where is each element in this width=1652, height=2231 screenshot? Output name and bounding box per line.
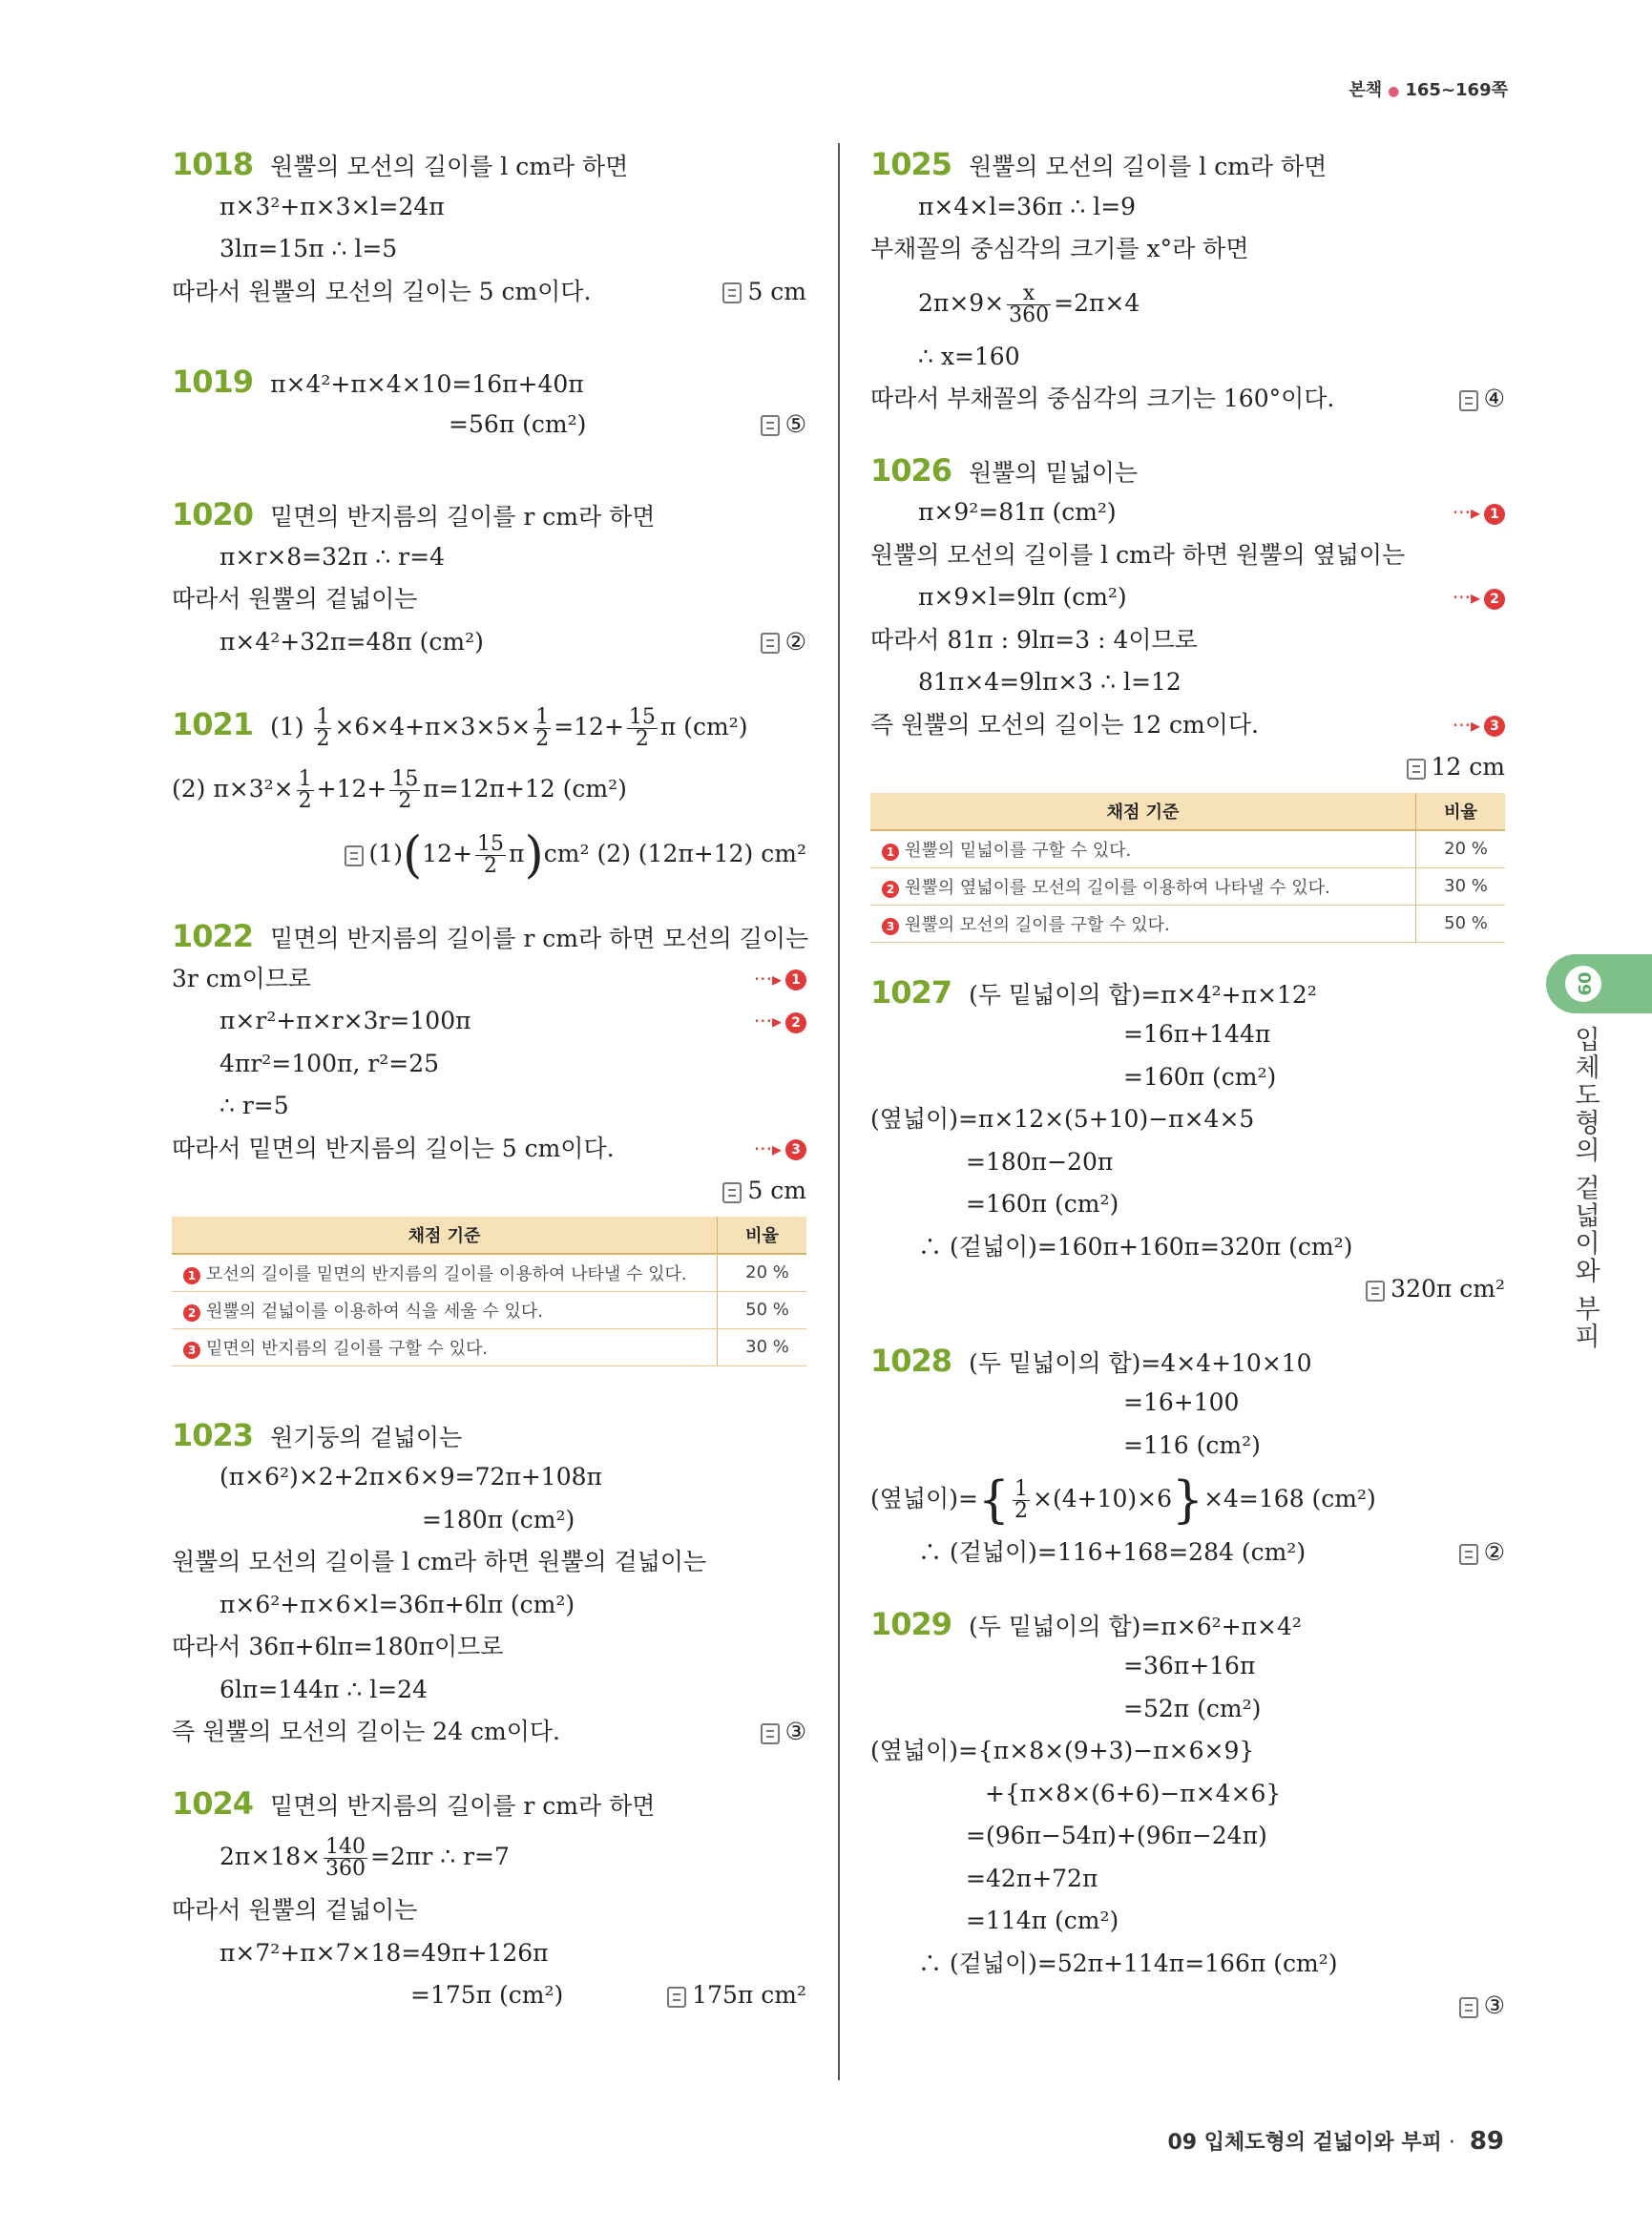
table-row: 1 원뿔의 밑넓이를 구할 수 있다. 20 % <box>870 830 1505 868</box>
solution-line: 원뿔의 밑넓이는 <box>969 458 1139 487</box>
problem-number: 1028 <box>870 1342 952 1379</box>
solution-line: 따라서 밑면의 반지름의 길이는 5 cm이다. <box>172 1134 615 1162</box>
solution-line: π×9²=81π (cm²) <box>918 498 1117 526</box>
solution-line: π×9×l=9lπ (cm²) <box>918 583 1127 611</box>
solution-line: 즉 원뿔의 모선의 길이는 24 cm이다. <box>172 1718 561 1745</box>
solution-line: =(96π−54π)+(96π−24π) <box>966 1822 1267 1849</box>
solution-line: 밑면의 반지름의 길이를 r cm라 하면 <box>270 1791 656 1820</box>
solution-line: 2π×9× $\frac{x}{360}$ =2π×4 <box>918 281 1140 327</box>
solution-line: ∴ (겉넓이)=160π+160π=320π (cm²) <box>918 1232 1353 1261</box>
solution-line: (π×6²)×2+2π×6×9=72π+108π <box>220 1463 602 1491</box>
problem-number: 1020 <box>172 496 254 532</box>
solution-line: =114π (cm²) <box>966 1907 1119 1934</box>
problem-1019 <box>172 361 806 446</box>
problem-1025 <box>870 143 1505 421</box>
fraction: $\frac{1}{2}$ <box>535 705 550 751</box>
table-row: 2 원뿔의 옆넓이를 모선의 길이를 이용하여 나타낼 수 있다. 30 % <box>870 867 1505 905</box>
solution-line: π×r²+π×r×3r=100π <box>220 1007 471 1034</box>
problem-1022 <box>172 915 809 1366</box>
solution-line: 4πr²=100π, r²=25 <box>220 1049 440 1077</box>
answer-icon <box>667 1987 686 2008</box>
answer: ④ <box>1459 378 1505 421</box>
problem-1028 <box>870 1340 1505 1574</box>
table-row: 3 원뿔의 모선의 길이를 구할 수 있다. 50 % <box>870 905 1505 942</box>
problem-1027 <box>870 971 1505 1311</box>
solution-line: =16+100 <box>1123 1388 1240 1416</box>
problem-number: 1029 <box>870 1605 952 1642</box>
solution-line: =180π (cm²) <box>422 1505 575 1533</box>
solution-line: =56π (cm²) <box>449 409 587 438</box>
left-column <box>172 143 809 2017</box>
solution-line: =160π (cm²) <box>966 1190 1119 1218</box>
scoring-criteria-table <box>172 1217 806 1366</box>
solution-line: 원뿔의 모선의 길이를 l cm라 하면 원뿔의 옆넓이는 <box>870 540 1406 569</box>
problem-number: 1021 <box>172 706 254 742</box>
solution-line: 밑면의 반지름의 길이를 r cm라 하면 모선의 길이는 <box>270 925 809 952</box>
table-row: 3 밑면의 반지름의 길이를 구할 수 있다. 30 % <box>172 1328 806 1366</box>
solution-line: (옆넓이)={ $\frac{1}{2}$ ×(4+10)×6}×4=168 (cm²) <box>870 1471 1376 1530</box>
solution-line: 원뿔의 모선의 길이를 l cm라 하면 <box>270 153 629 180</box>
step-marker-1: ···▸ 1 <box>1453 491 1505 534</box>
column-divider <box>838 143 840 2080</box>
answer-icon <box>761 633 780 654</box>
solution-line: 밑면의 반지름의 길이를 r cm라 하면 <box>270 503 656 531</box>
solution-line: 따라서 원뿔의 겉넓이는 <box>172 1896 418 1924</box>
solution-line: π×4×l=36π ∴ l=9 <box>918 192 1137 220</box>
solution-line: 6lπ=144π ∴ l=24 <box>220 1675 428 1703</box>
solution-line: (두 밑넓이의 합)=π×4²+π×12² <box>969 980 1317 1009</box>
page-reference: 본책 ● 165~169쪽 <box>1349 80 1508 100</box>
step-marker-3: ···▸ 3 <box>1453 704 1505 747</box>
problem-number: 1018 <box>172 146 254 182</box>
problem-number: 1027 <box>870 973 952 1011</box>
solution-line: +{π×8×(6+6)−π×4×6} <box>985 1779 1282 1807</box>
solution-line: ∴ (겉넓이)=116+168=284 (cm²) <box>918 1538 1307 1566</box>
solution-line: =16π+144π <box>1123 1020 1271 1048</box>
solution-line: 부채꼴의 중심각의 크기를 x°라 하면 <box>870 235 1249 262</box>
right-column <box>870 143 1505 2028</box>
scoring-criteria-table <box>870 793 1505 943</box>
fraction: $\frac{15}{2}$ <box>628 705 656 751</box>
step-marker-2: ···▸ 2 <box>754 1000 806 1043</box>
chapter-side-title: 입체도형의 겉넓이와 부피 <box>1570 1026 1600 1351</box>
solution-line: 따라서 원뿔의 겉넓이는 <box>172 585 418 613</box>
problem-1023 <box>172 1414 806 1754</box>
solution-line: (두 밑넓이의 합)=4×4+10×10 <box>969 1348 1312 1377</box>
fraction: $\frac{1}{2}$ <box>1014 1477 1028 1523</box>
answer-icon <box>722 1182 742 1203</box>
answer: 5 cm <box>722 271 806 314</box>
table-header: 비율 <box>1416 793 1506 830</box>
problem-1020 <box>172 493 806 663</box>
table-header: 비율 <box>718 1217 807 1254</box>
table-row: 1 모선의 길이를 밑면의 반지름의 길이를 이용하여 나타낼 수 있다. 20 % <box>172 1254 806 1292</box>
answer-icon <box>1459 1997 1478 2018</box>
solution-line: =116 (cm²) <box>1123 1430 1261 1459</box>
problem-number: 1019 <box>172 364 254 400</box>
table-header: 채점 기준 <box>172 1217 718 1254</box>
page-number: 89 <box>1469 2127 1504 2156</box>
problem-1026 <box>870 449 1505 943</box>
solution-line: (옆넓이)=π×12×(5+10)−π×4×5 <box>870 1105 1255 1133</box>
table-header: 채점 기준 <box>870 793 1416 830</box>
answer-icon <box>761 1723 780 1744</box>
problem-1018 <box>172 143 806 313</box>
answer: 12 cm <box>870 746 1505 789</box>
answer-icon <box>1407 759 1426 780</box>
table-row: 2 원뿔의 겉넓이를 이용하여 식을 세울 수 있다. 50 % <box>172 1291 806 1328</box>
answer: ③ <box>870 1985 1505 2028</box>
solution-line: =160π (cm²) <box>1123 1062 1277 1091</box>
answer-icon <box>761 415 780 436</box>
solution-line: =175π (cm²) <box>410 1981 564 2009</box>
solution-line: 2π×18× $\frac{140}{360}$ =2πr ∴ r=7 <box>220 1835 510 1881</box>
solution-line: 따라서 36π+6lπ=180π이므로 <box>172 1633 504 1660</box>
solution-line: 81π×4=9lπ×3 ∴ l=12 <box>918 668 1181 696</box>
problem-number: 1022 <box>172 918 254 954</box>
solution-line: 원기둥의 겉넓이는 <box>270 1423 463 1451</box>
problem-1029 <box>870 1603 1505 2028</box>
answer-icon <box>345 845 364 866</box>
solution-line: ∴ r=5 <box>220 1092 289 1119</box>
circle-dot-icon: ● <box>1388 84 1400 99</box>
problem-number: 1023 <box>172 1416 254 1453</box>
solution-line: 원뿔의 모선의 길이를 l cm라 하면 <box>969 153 1328 180</box>
solution-line: ∴ (겉넓이)=52π+114π=166π (cm²) <box>918 1949 1338 1977</box>
step-marker-1: ···▸ 1 <box>754 958 806 1001</box>
footer-chapter: 09 입체도형의 겉넓이와 부피 <box>1167 2131 1442 2155</box>
answer: ③ <box>761 1711 806 1754</box>
answer-icon <box>1459 1544 1478 1565</box>
fraction: $\frac{1}{2}$ <box>298 767 312 813</box>
solution-line: π×4²+π×4×10=16π+40π <box>270 370 584 398</box>
step-marker-2: ···▸ 2 <box>1453 576 1505 619</box>
solution-line: ∴ x=160 <box>918 342 1020 370</box>
answer: 5 cm <box>172 1170 806 1213</box>
solution-line: 원뿔의 모선의 길이를 l cm라 하면 원뿔의 겉넓이는 <box>172 1548 707 1575</box>
answer: (1)(12+ $\frac{15}{2}$ π)cm² (2) (12π+12) cm² <box>172 822 806 886</box>
solution-line: 따라서 원뿔의 모선의 길이는 5 cm이다. <box>172 277 592 305</box>
solution-line: (2) π×3²× $\frac{1}{2}$ +12+ $\frac{15}{2}$ π=12π+12 (cm²) <box>172 767 627 813</box>
fraction: $\frac{15}{2}$ <box>391 767 419 813</box>
fraction: $\frac{15}{2}$ <box>477 832 505 878</box>
solution-line: π×3²+π×3×l=24π <box>220 192 445 220</box>
answer-icon <box>1366 1281 1385 1302</box>
solution-line: =52π (cm²) <box>1123 1694 1262 1722</box>
answer: ② <box>1459 1532 1505 1574</box>
problem-number: 1024 <box>172 1784 254 1822</box>
answer-icon <box>1459 390 1478 411</box>
step-marker-3: ···▸ 3 <box>754 1128 806 1171</box>
solution-line: π×6²+π×6×l=36π+6lπ (cm²) <box>220 1590 575 1618</box>
answer: ② <box>761 621 806 664</box>
problem-number: 1025 <box>870 146 952 182</box>
solution-line: 즉 원뿔의 모선의 길이는 12 cm이다. <box>870 710 1260 739</box>
problem-1024 <box>172 1783 806 2017</box>
solution-line: (옆넓이)={π×8×(9+3)−π×6×9} <box>870 1737 1255 1764</box>
solution-line: =42π+72π <box>966 1864 1098 1892</box>
solution-line: =36π+16π <box>1123 1652 1256 1679</box>
solution-line: π×4²+32π=48π (cm²) <box>220 627 484 656</box>
solution-line: (두 밑넓이의 합)=π×6²+π×4² <box>969 1612 1302 1640</box>
problem-number: 1026 <box>870 451 952 489</box>
answer: 175π cm² <box>667 1974 806 2017</box>
fraction: $\frac{140}{360}$ <box>325 1835 366 1881</box>
page-footer: 09 입체도형의 겉넓이와 부피 · 89 <box>1167 2127 1504 2156</box>
solution-line: 3r cm이므로 <box>172 964 311 992</box>
solution-line: 3lπ=15π ∴ l=5 <box>220 235 398 262</box>
answer-icon <box>722 282 742 303</box>
answer: ⑤ <box>761 404 806 447</box>
solution-line: π×7²+π×7×18=49π+126π <box>220 1938 549 1967</box>
answer: 320π cm² <box>870 1268 1505 1311</box>
solution-line: 따라서 부채꼴의 중심각의 크기는 160°이다. <box>870 385 1335 412</box>
fraction: $\frac{x}{360}$ <box>1009 281 1050 327</box>
solution-line: =180π−20π <box>966 1147 1114 1176</box>
problem-1021: 1021 (1) $\frac{1}{2}$ ×6×4+π×3×5× $\frac{1}{2}$ =12+ $\frac{15}{2}$ π (cm²) (2) π×3²× $\frac{1}{2}$ +12+ $\frac{15}{2}$ π=12π+12 (cm²) (1)(12+ $\frac{15}{2}$ π)cm² (2) (12π+12) cm² <box>172 692 806 886</box>
solution-line: π×r×8=32π ∴ r=4 <box>220 542 445 571</box>
chapter-number-badge: 09 <box>1565 966 1601 1002</box>
solution-line: 따라서 81π : 9lπ=3 : 4이므로 <box>870 625 1198 654</box>
fraction: $\frac{1}{2}$ <box>316 705 330 751</box>
